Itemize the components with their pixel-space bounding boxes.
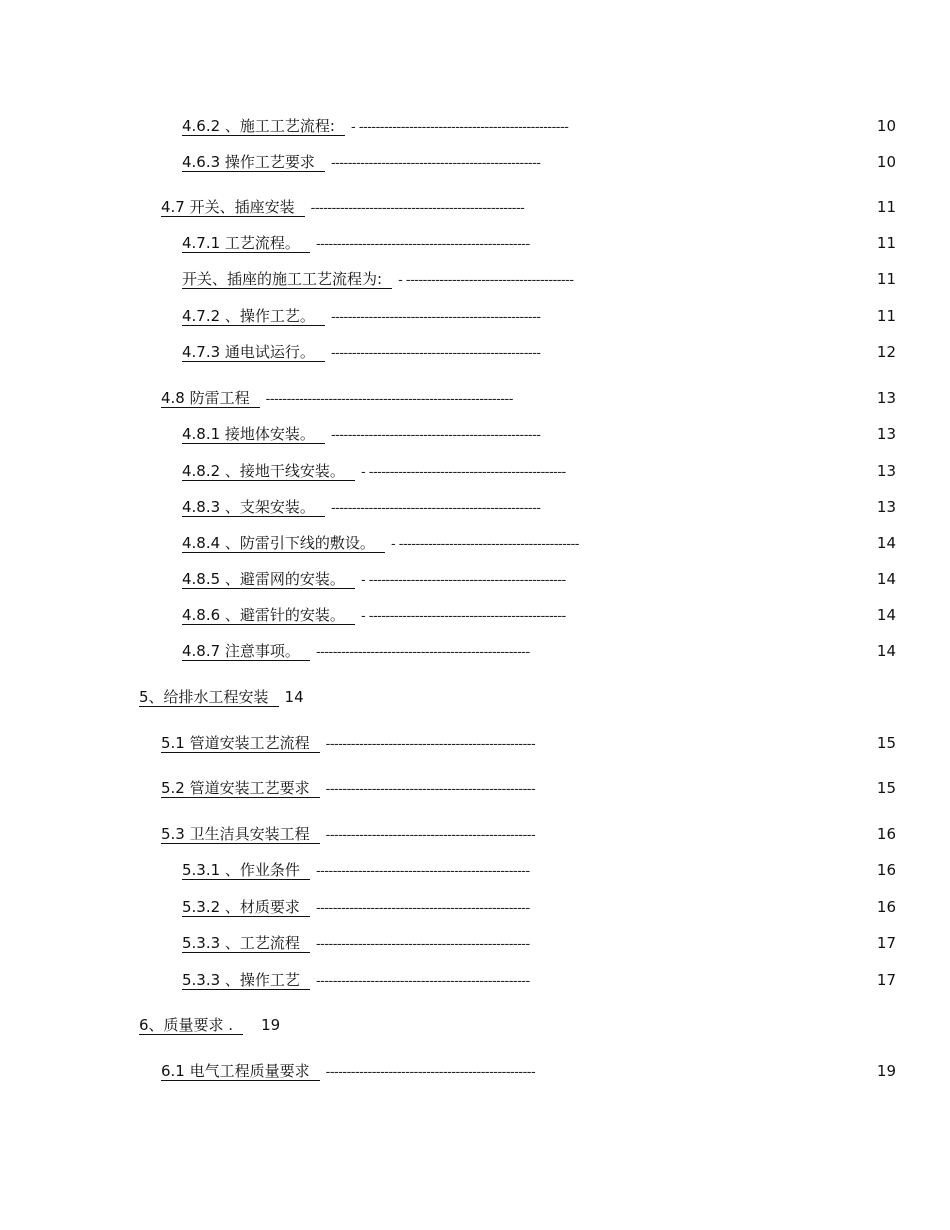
toc-entry-4-6-2[interactable] — [182, 115, 896, 137]
toc-dot-leader: - ------------------------------------------- — [390, 537, 579, 552]
toc-entry-5-3-1[interactable] — [182, 859, 896, 881]
toc-entry-label[interactable]: 4.8 防雷工程 — [161, 389, 260, 408]
toc-page-number: 19 — [261, 1016, 281, 1034]
toc-entry-5[interactable] — [139, 686, 896, 708]
toc-page-number: 13 — [876, 389, 896, 407]
toc-page-number: 10 — [876, 153, 896, 171]
toc-entry-4-8-2[interactable] — [182, 460, 896, 482]
toc-page-number: 14 — [876, 570, 896, 588]
toc-entry-5-3-2[interactable] — [182, 896, 896, 918]
toc-dot-leader: -------------------------------------------------- — [325, 737, 536, 752]
toc-dot-leader: --------------------------------------------------- — [315, 974, 530, 989]
toc-page-number: 16 — [876, 825, 896, 843]
toc-dot-leader: - ----------------------------------------------- — [360, 573, 566, 588]
toc-dot-leader: --------------------------------------------------- — [310, 201, 525, 216]
toc-entry-4-8-3[interactable] — [182, 496, 896, 518]
toc-page-number: 13 — [876, 498, 896, 516]
toc-entry-5-3[interactable] — [161, 823, 896, 845]
toc-entry-label[interactable]: 4.8.4 、防雷引下线的敷设。 — [182, 534, 385, 553]
toc-entry-label[interactable]: 开关、插座的施工工艺流程为: — [182, 270, 392, 289]
toc-page-number: 16 — [876, 898, 896, 916]
toc-dot-leader: - -------------------------------------------------- — [351, 120, 569, 135]
toc-page-number: 15 — [876, 734, 896, 752]
toc-page-number: 16 — [876, 861, 896, 879]
toc-entry-label[interactable]: 4.8.5 、避雷网的安装。 — [182, 570, 355, 589]
toc-entry-label[interactable]: 4.8.6 、避雷针的安装。 — [182, 606, 355, 625]
toc-entry-label[interactable]: 4.8.1 接地体安装。 — [182, 425, 325, 444]
toc-page-number: 19 — [876, 1062, 896, 1080]
toc-entry-4-8-1[interactable] — [182, 423, 896, 445]
toc-dot-leader: -------------------------------------------------- — [330, 501, 541, 516]
toc-page-number: 14 — [876, 642, 896, 660]
toc-entry-label[interactable]: 4.8.2 、接地干线安装。 — [182, 462, 355, 481]
toc-dot-leader: - ---------------------------------------- — [398, 273, 574, 288]
toc-entry-label[interactable]: 4.8.3 、支架安装。 — [182, 498, 325, 517]
toc-entry-4-7[interactable] — [161, 196, 896, 218]
toc-entry-label[interactable]: 4.8.7 注意事项。 — [182, 642, 310, 661]
toc-entry-switch-socket-process[interactable] — [182, 268, 896, 290]
toc-page-number: 11 — [876, 270, 896, 288]
toc-page-number: 11 — [876, 307, 896, 325]
toc-dot-leader: -------------------------------------------------- — [330, 346, 541, 361]
toc-entry-label[interactable]: 4.6.3 操作工艺要求 — [182, 153, 325, 172]
toc-page-number: 14 — [284, 688, 304, 706]
toc-dot-leader: --------------------------------------------------- — [315, 864, 530, 879]
toc-dot-leader: --------------------------------------------------- — [315, 645, 530, 660]
toc-entry-label[interactable]: 5.1 管道安装工艺流程 — [161, 734, 320, 753]
toc-entry-5-2[interactable] — [161, 777, 896, 799]
toc-entry-label[interactable]: 4.7.2 、操作工艺。 — [182, 307, 325, 326]
toc-dot-leader: -------------------------------------------------- — [325, 1065, 536, 1080]
toc-entry-label[interactable]: 6.1 电气工程质量要求 — [161, 1062, 320, 1081]
toc-entry-4-7-1[interactable] — [182, 232, 896, 254]
toc-dot-leader: - ----------------------------------------------- — [360, 465, 566, 480]
toc-entry-label[interactable]: 4.7.3 通电试运行。 — [182, 343, 325, 362]
toc-entry-label[interactable]: 4.7.1 工艺流程。 — [182, 234, 310, 253]
toc-dot-leader: -------------------------------------------------- — [330, 428, 541, 443]
toc-page-number: 11 — [876, 198, 896, 216]
toc-dot-leader: ----------------------------------------------------------- — [265, 392, 513, 407]
toc-page-number: 15 — [876, 779, 896, 797]
toc-dot-leader: -------------------------------------------------- — [330, 156, 541, 171]
toc-page-number: 14 — [876, 606, 896, 624]
toc-entry-label[interactable]: 4.7 开关、插座安装 — [161, 198, 305, 217]
toc-entry-label[interactable]: 5.3.3 、工艺流程 — [182, 934, 310, 953]
toc-entry-5-1[interactable] — [161, 732, 896, 754]
toc-dot-leader: -------------------------------------------------- — [325, 782, 536, 797]
toc-entry-label[interactable]: 5.2 管道安装工艺要求 — [161, 779, 320, 798]
toc-entry-4-7-2[interactable] — [182, 305, 896, 327]
toc-dot-leader: --------------------------------------------------- — [315, 237, 530, 252]
toc-entry-6[interactable] — [139, 1014, 896, 1036]
toc-page-number: 14 — [876, 534, 896, 552]
toc-entry-label[interactable]: 5、给排水工程安装 — [139, 688, 279, 707]
toc-page-number: 10 — [876, 117, 896, 135]
toc-page-number: 13 — [876, 462, 896, 480]
toc-entry-6-1[interactable] — [161, 1060, 896, 1082]
toc-dot-leader: --------------------------------------------------- — [315, 937, 530, 952]
toc-dot-leader: -------------------------------------------------- — [325, 828, 536, 843]
toc-page-number: 17 — [876, 971, 896, 989]
toc-entry-4-8-7[interactable] — [182, 640, 896, 662]
toc-entry-label[interactable]: 6、质量要求 . — [139, 1016, 243, 1035]
toc-entry-4-8-6[interactable] — [182, 604, 896, 626]
toc-page-number: 17 — [876, 934, 896, 952]
toc-entry-4-6-3[interactable] — [182, 151, 896, 173]
toc-dot-leader: - ----------------------------------------------- — [360, 609, 566, 624]
toc-entry-label[interactable]: 5.3 卫生洁具安装工程 — [161, 825, 320, 844]
toc-entry-4-8-4[interactable] — [182, 532, 896, 554]
toc-page-number: 12 — [876, 343, 896, 361]
toc-dot-leader: -------------------------------------------------- — [330, 310, 541, 325]
toc-entry-label[interactable]: 5.3.2 、材质要求 — [182, 898, 310, 917]
toc-entry-label[interactable]: 5.3.3 、操作工艺 — [182, 971, 310, 990]
toc-entry-5-3-3-operation[interactable] — [182, 969, 896, 991]
toc-entry-5-3-3-process[interactable] — [182, 932, 896, 954]
toc-entry-4-7-3[interactable] — [182, 341, 896, 363]
toc-entry-4-8-5[interactable] — [182, 568, 896, 590]
toc-entry-label[interactable]: 5.3.1 、作业条件 — [182, 861, 310, 880]
toc-dot-leader: --------------------------------------------------- — [315, 901, 530, 916]
toc-page-number: 11 — [876, 234, 896, 252]
toc-entry-label[interactable]: 4.6.2 、施工工艺流程: — [182, 117, 345, 136]
toc-entry-4-8[interactable] — [161, 387, 896, 409]
toc-page-number: 13 — [876, 425, 896, 443]
